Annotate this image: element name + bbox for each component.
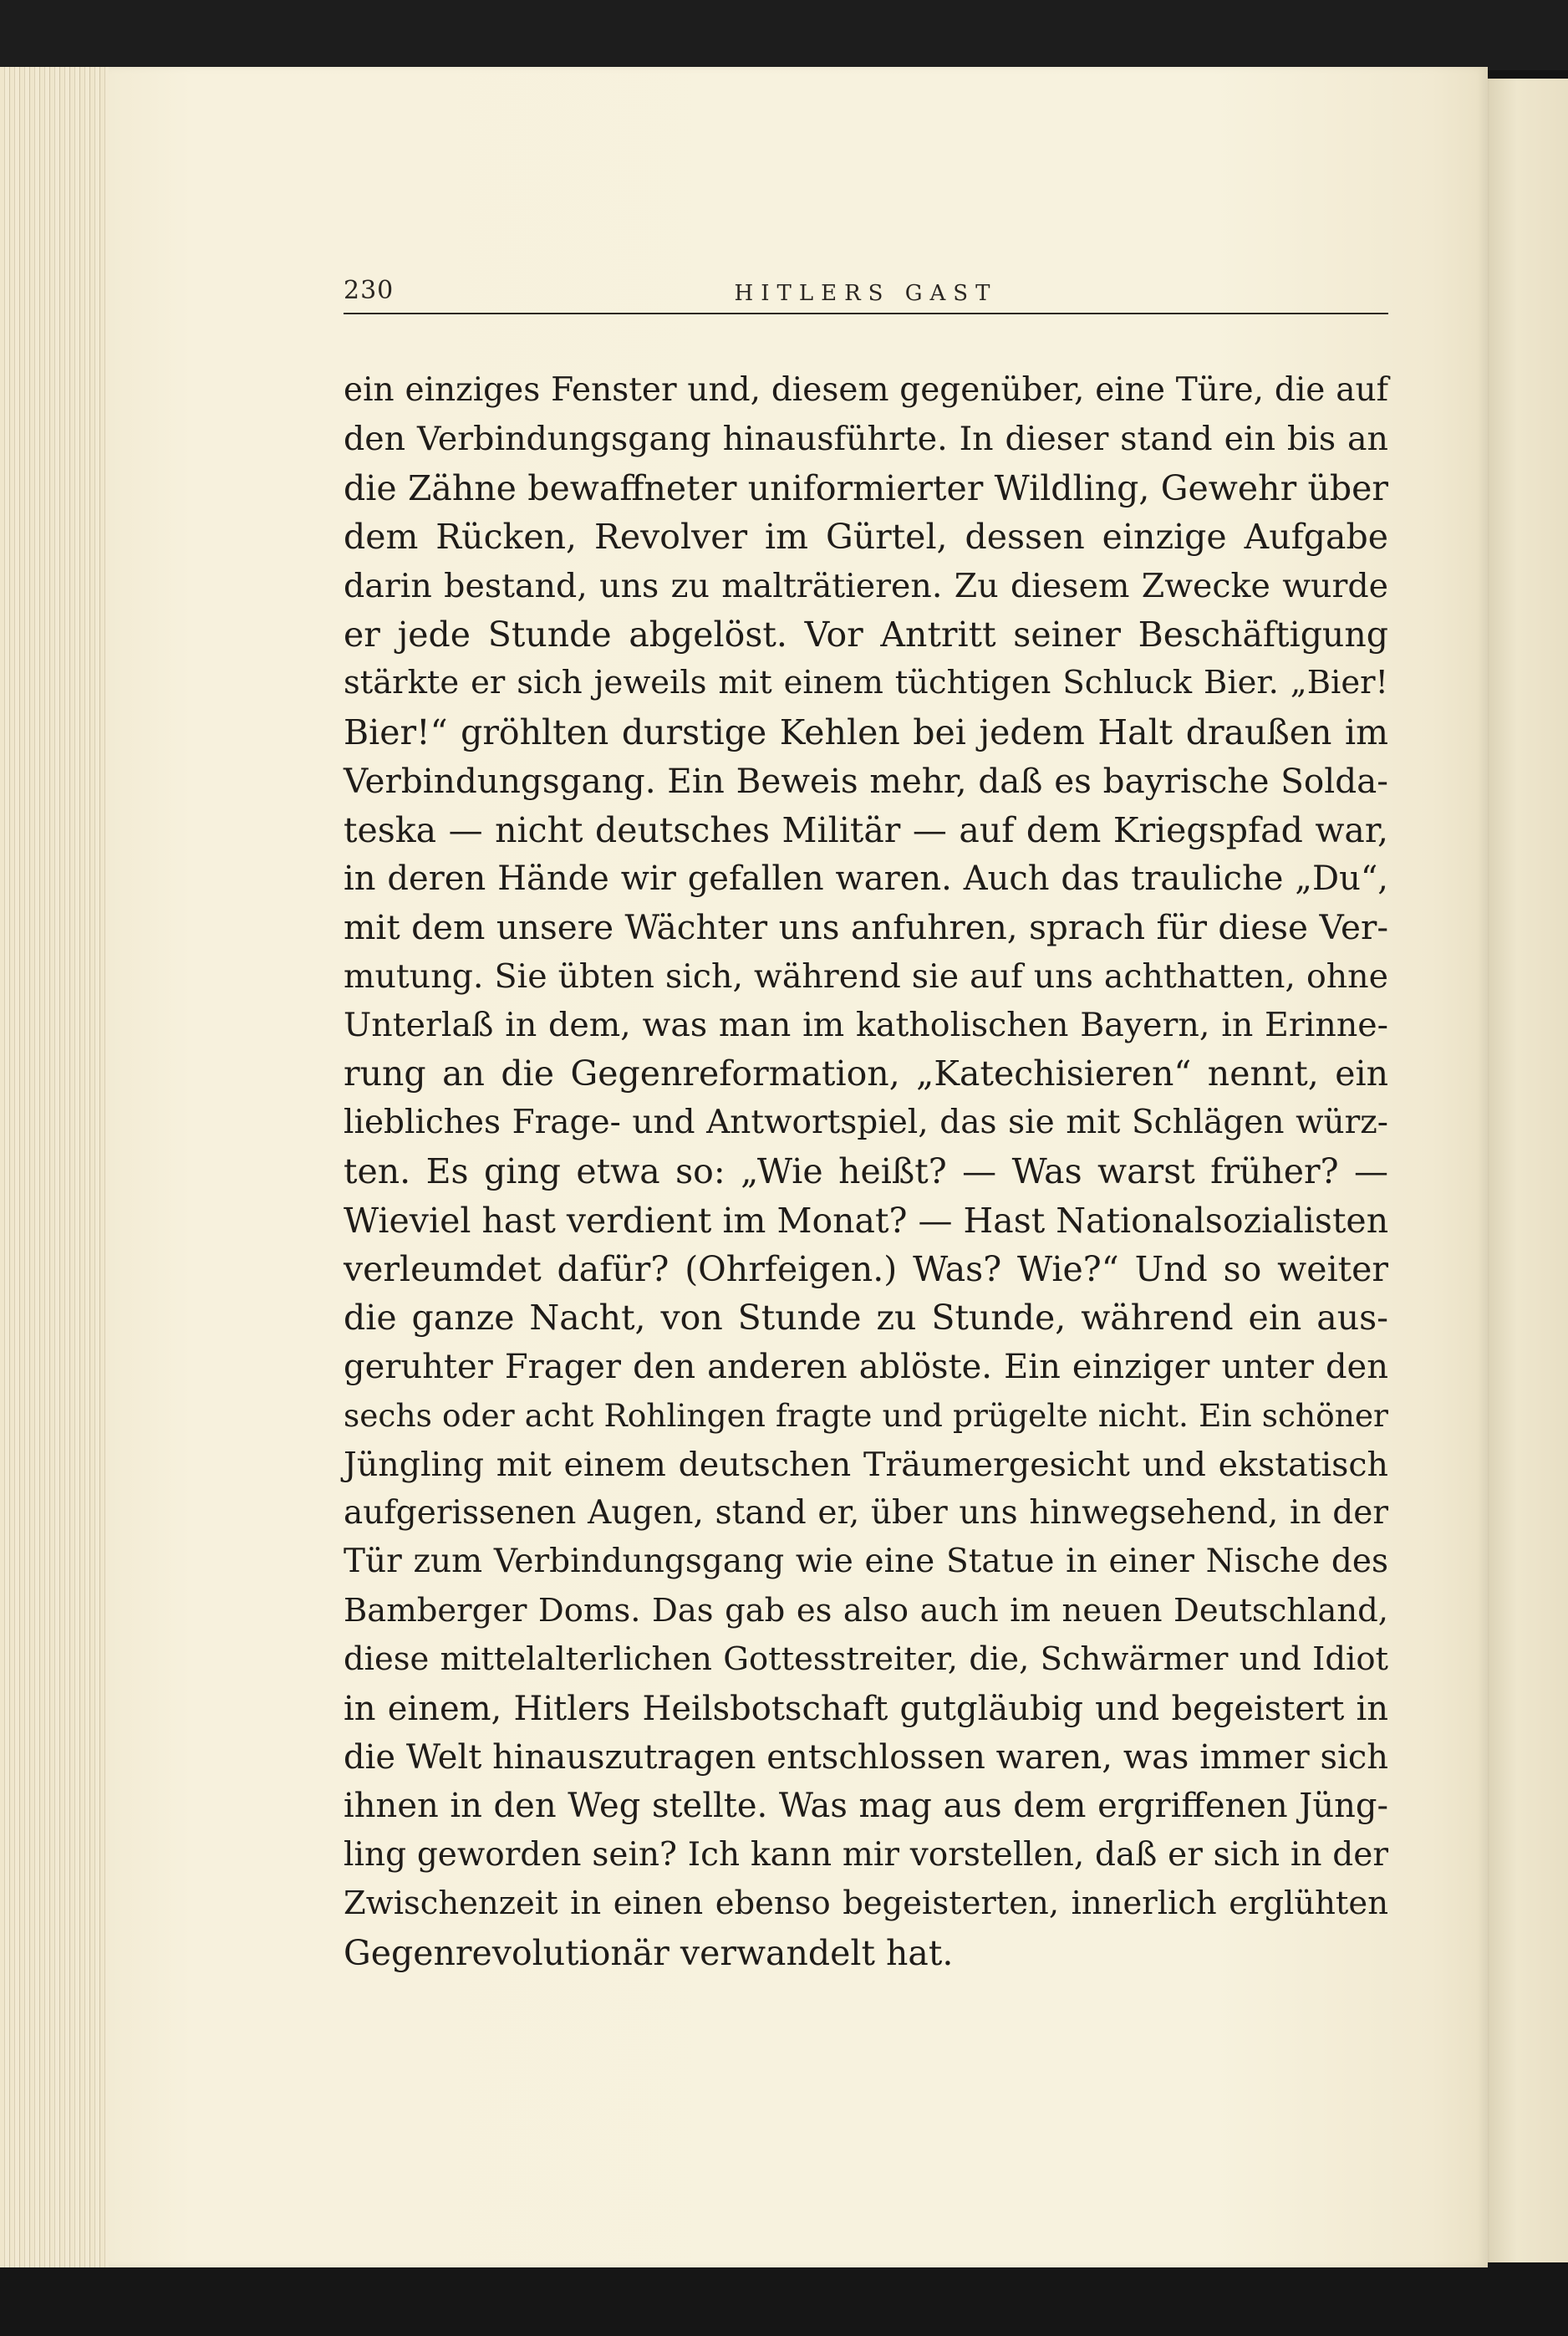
text-line: geruhter Frager den anderen ablöste. Ein einziger unter den <box>344 1347 1388 1386</box>
text-line: ling geworden sein? Ich kann mir vorstellen, daß er sich in der <box>344 1835 1388 1874</box>
text-line: teska — nicht deutsches Militär — auf dem Kriegspfad war, <box>344 809 1388 850</box>
text-line: Unterlaß in dem, was man im katholischen Bayern, in Erinne- <box>344 1006 1388 1045</box>
text-line: ein einziges Fenster und, diesem gegenüber, eine Türe, die auf <box>344 371 1388 409</box>
text-line: darin bestand, uns zu malträtieren. Zu diesem Zwecke wurde <box>344 566 1388 605</box>
text-line: ihnen in den Weg stellte. Was mag aus dem ergriffenen Jüng- <box>344 1787 1388 1826</box>
text-line: Zwischenzeit in einen ebenso begeisterten, innerlich erglühten <box>344 1885 1388 1923</box>
text-line: Bier!“ gröhlten durstige Kehlen bei jedem Halt draußen im <box>344 712 1388 752</box>
page-number: 230 <box>344 276 395 305</box>
text-line: aufgerissenen Augen, stand er, über uns hinwegsehend, in der <box>344 1493 1388 1532</box>
text-line: Gegenrevolutionär verwandelt hat. <box>344 1932 954 1973</box>
body-text <box>344 366 1388 1977</box>
text-line: mutung. Sie übten sich, während sie auf uns achthatten, ohne <box>344 956 1388 996</box>
text-line: die ganze Nacht, von Stunde zu Stunde, während ein aus- <box>344 1298 1388 1339</box>
text-line: sechs oder acht Rohlingen fragte und prügelte nicht. Ein schöner <box>344 1397 1388 1435</box>
text-line: rung an die Gegenreformation, „Katechisieren“ nennt, ein <box>344 1053 1388 1094</box>
text-line: liebliches Frage- und Antwortspiel, das sie mit Schlägen würz- <box>344 1103 1388 1141</box>
text-line: dem Rücken, Revolver im Gürtel, dessen einzige Aufgabe <box>344 517 1388 558</box>
text-line: den Verbindungsgang hinausführte. In dieser stand ein bis an <box>344 420 1388 459</box>
text-line: die Zähne bewaffneter uniformierter Wildling, Gewehr über <box>344 467 1388 508</box>
text-line: mit dem unsere Wächter uns anfuhren, sprach für diese Ver- <box>344 907 1388 948</box>
text-line: ten. Es ging etwa so: „Wie heißt? — Was warst früher? — <box>344 1151 1388 1192</box>
text-line: die Welt hinauszutragen entschlossen waren, was immer sich <box>344 1737 1388 1777</box>
running-header <box>344 273 1388 314</box>
text-line: in deren Hände wir gefallen waren. Auch das trauliche „Du“, <box>344 859 1388 898</box>
text-line: er jede Stunde abgelöst. Vor Antritt seiner Beschäftigung <box>344 614 1388 655</box>
text-line: Bamberger Doms. Das gab es also auch im neuen Deutschland, <box>344 1591 1388 1630</box>
scan-background-top <box>0 0 1568 70</box>
text-line: Wieviel hast verdient im Monat? — Hast Nationalsozialisten <box>344 1200 1389 1241</box>
text-line: Tür zum Verbindungsgang wie eine Statue in einer Nische des <box>344 1543 1388 1581</box>
scan-background-bottom <box>0 2264 1568 2336</box>
text-line: Verbindungsgang. Ein Beweis mehr, daß es bayrische Solda- <box>344 761 1388 802</box>
facing-page-edge <box>1483 79 1568 2262</box>
page-edges-left <box>0 67 110 2267</box>
text-line: stärkte er sich jeweils mit einem tüchtigen Schluck Bier. „Bier! <box>344 664 1388 702</box>
running-title: HITLERS GAST <box>734 281 998 306</box>
text-line: in einem, Hitlers Heilsbotschaft gutgläubig und begeistert in <box>344 1689 1388 1728</box>
text-line: verleumdet dafür? (Ohrfeigen.) Was? Wie?“ Und so weiter <box>344 1249 1388 1290</box>
text-line: Jüngling mit einem deutschen Träumergesicht und ekstatisch <box>344 1445 1388 1484</box>
text-line: diese mittelalterlichen Gottesstreiter, die, Schwärmer und Idiot <box>344 1640 1388 1679</box>
